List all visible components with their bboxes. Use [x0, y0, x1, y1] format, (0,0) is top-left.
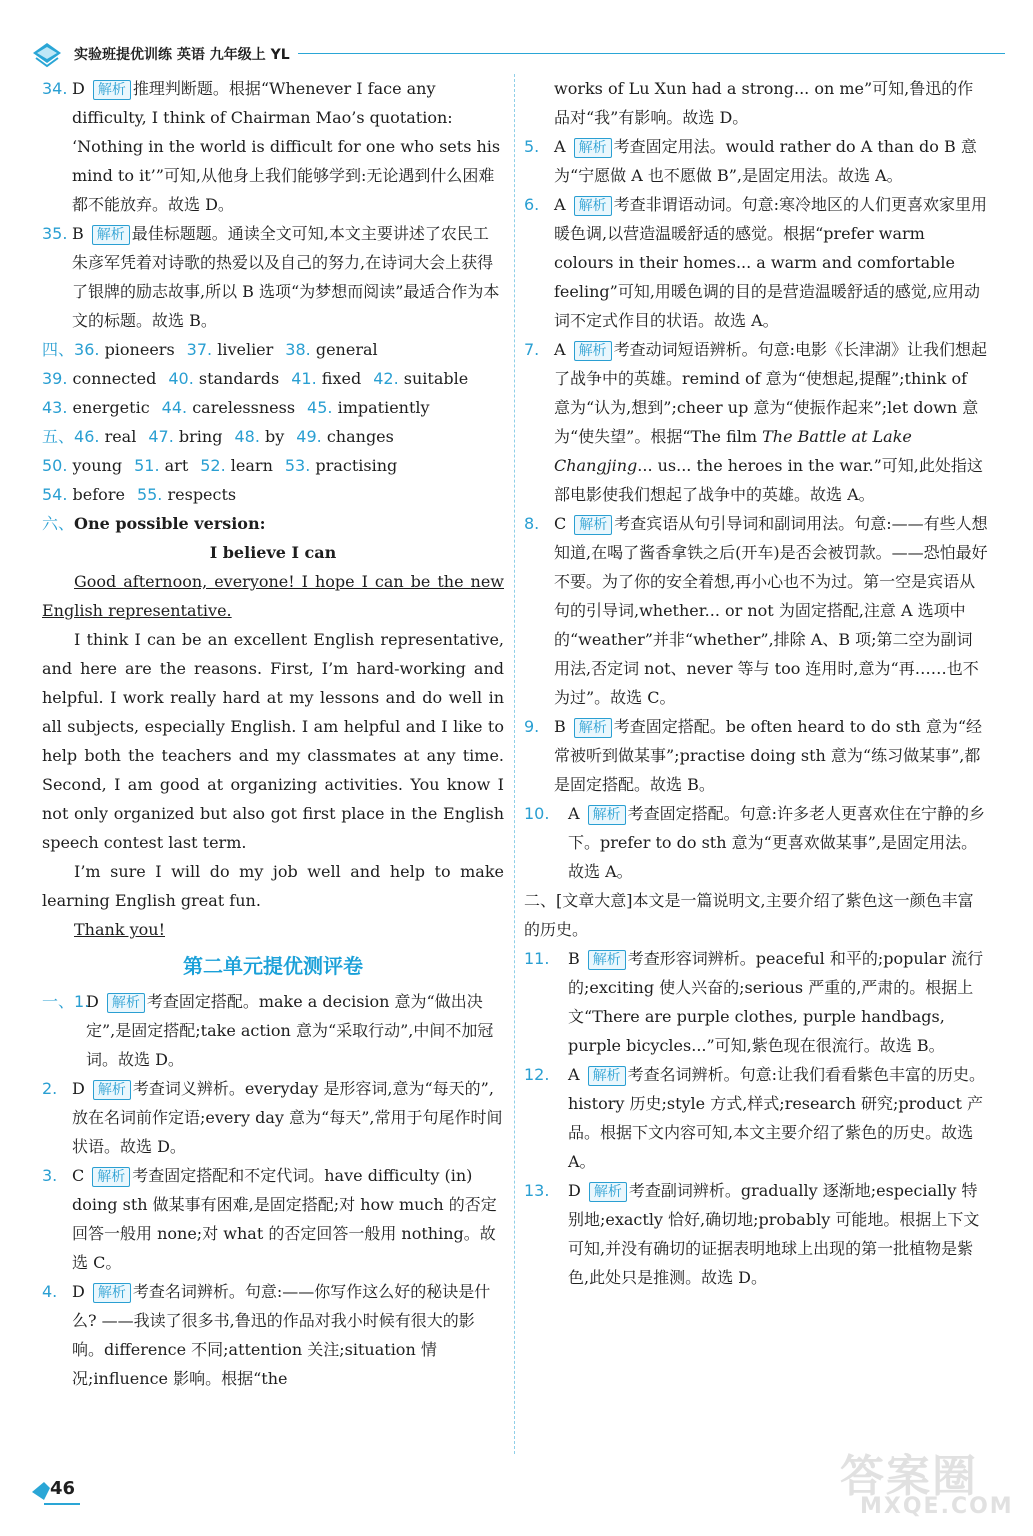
explanation: 考查固定用法。would rather do A than do B 意为“宁愿做 A 也不愿做 B”,是固定用法。故选 A。 [554, 137, 977, 185]
explanation: 考查词义辨析。everyday 是形容词,意为“每天的”,放在名词前作定语;every day 意为“每天”,常用于句尾作时间状语。故选 D。 [72, 1079, 503, 1156]
blank-answer: pioneers [104, 340, 175, 359]
blank-answer: standards [198, 369, 280, 388]
explanation: 考查宾语从句引导词和副词用法。句意:——有些人想知道,在喝了酱香拿铁之后(开车)是否会被罚款。——恐怕最好不要。为了你的安全着想,再小心也不为过。第一空是宾语从句的引导词,whether... or not 为固定搭配,注意 A 选项中的“weather”并非“whether”,排除 A、B 项;第二空为副词用法,否定词 not、never 等与 too 连用时,意为“再……也不为过”。故选 C。 [554, 514, 988, 707]
explanation: works of Lu Xun had a strong... on me”可知,鲁迅的作品对“我”有影响。故选 D。 [554, 79, 974, 127]
essay-paragraph: Good afternoon, everyone! I hope I can be the new English representative. [42, 572, 504, 620]
explanation: 推理判断题。根据“Whenever I face any difficulty, I think of Chairman Mao’s quotation: ‘Nothing in the world is difficult for one who sets his mind to it’”可知,从他身上我们能够学到:无论遇到什么困难都不能放弃。故选 D。 [72, 79, 501, 214]
explanation: 考查名词辨析。句意:——你写作这么好的秘诀是什么? ——我读了很多书,鲁迅的作品对我小时候有很大的影响。difference 不同;attention 关注;situation 情况;influence 影响。根据“the [72, 1282, 491, 1388]
section-label: 二、 [524, 891, 557, 910]
item-number: 7. [524, 340, 540, 359]
film-title: The Battle at Lake Changjing [554, 427, 912, 475]
essay-paragraph: I think I can be an excellent English representative, and here are the reasons. First, I’m hard-working and helpful. I work really hard at my lessons and do well in all subjects, especially English. I am helpful and I like to help both the teachers and my classmates at any time. Second, I am good at organizing activities. You know I not only organized but also got first place in the English speech contest last term. [42, 630, 504, 852]
section-label: 五、 [42, 427, 75, 446]
header-title: 实验班提优训练 英语 九年级上 YL [74, 47, 290, 63]
passage-summary: [文章大意]本文是一篇说明文,主要介绍了紫色这一颜色丰富的历史。 [524, 891, 974, 939]
blank-answer: changes [326, 427, 394, 446]
item-number: 11. [524, 949, 550, 968]
blank-answer: suitable [403, 369, 469, 388]
analysis-tag: 解析 [588, 950, 626, 970]
writing-intro: One possible version: [74, 514, 266, 533]
blank-number: 53. [284, 456, 311, 475]
answer-letter: C [554, 514, 567, 533]
section-6-writing [42, 509, 504, 944]
blank-number: 48. [234, 427, 260, 446]
answer-13 [524, 1176, 988, 1292]
blank-answer: learn [230, 456, 273, 475]
essay-body [42, 567, 504, 944]
answer-letter: C [72, 1166, 85, 1185]
answer-4-continued [524, 74, 988, 132]
answer-5 [524, 132, 988, 190]
analysis-tag: 解析 [574, 196, 612, 216]
blank-answer: energetic [72, 398, 150, 417]
analysis-tag: 解析 [574, 138, 612, 158]
answer-4 [42, 1277, 504, 1393]
answer-34 [42, 74, 504, 219]
explanation: 考查固定搭配。be often heard to do sth 意为“经常被听到做某事”;practise doing sth 意为“练习做某事”,都是固定搭配。故选 B。 [554, 717, 983, 794]
blank-answer: before [72, 485, 125, 504]
answer-7 [524, 335, 988, 509]
section-4-answers [42, 335, 504, 422]
blank-number: 36. [74, 340, 100, 359]
watermark-url: MXQE.COM [860, 1494, 1014, 1519]
blank-number: 38. [285, 340, 311, 359]
section-label: 六、 [42, 514, 75, 533]
explanation: 最佳标题题。通读全文可知,本文主要讲述了农民工朱彦军凭着对诗歌的热爱以及自己的努力,在诗词大会上获得了银牌的励志故事,所以 B 选项“为梦想而阅读”最适合作为本文的标题。故选 B。 [72, 224, 500, 330]
section-label: 四、 [42, 340, 75, 359]
explanation: 考查副词辨析。gradually 逐渐地;especially 特别地;exactly 恰好,确切地;probably 可能地。根据上下文可知,并没有确切的证据表明地球上出现的第一批植物是紫色,此处只是推测。故选 D。 [568, 1181, 980, 1287]
blank-number: 46. [74, 427, 100, 446]
explanation: 考查固定搭配。make a decision 意为“做出决定”,是固定搭配;take action 意为“采取行动”,中间不加冠词。故选 D。 [86, 992, 494, 1069]
blank-answer: livelier [217, 340, 274, 359]
analysis-tag: 解析 [588, 805, 626, 825]
item-number: 9. [524, 717, 540, 736]
analysis-tag: 解析 [93, 80, 131, 100]
item-number: 5. [524, 137, 540, 156]
blank-answer: connected [72, 369, 157, 388]
analysis-tag: 解析 [589, 1182, 627, 1202]
blank-number: 37. [186, 340, 213, 359]
essay-closing: Thank you! [74, 920, 166, 939]
item-number: 12. [524, 1065, 550, 1084]
watermark [830, 1440, 1014, 1524]
unit-title: 第二单元提优测评卷 [183, 954, 363, 978]
blank-number: 41. [291, 369, 317, 388]
essay-title: I believe I can [209, 543, 337, 562]
item-number: 6. [524, 195, 540, 214]
blank-number: 54. [42, 485, 68, 504]
item-number: 3. [42, 1166, 58, 1185]
answer-35 [42, 219, 504, 335]
blank-answer: by [265, 427, 285, 446]
blank-number: 40. [168, 369, 194, 388]
blank-number: 50. [42, 456, 68, 475]
blank-number: 51. [134, 456, 160, 475]
blank-number: 42. [373, 369, 399, 388]
blank-number: 39. [42, 369, 68, 388]
explanation: 考查动词短语辨析。句意:电影《长津湖》让我们想起了战争中的英雄。remind of 意为“使想起,提醒”;think of 意为“认为,想到”;cheer up 意为“使振作起来”;let down 意为“使失望”。根据“The film [554, 340, 987, 446]
blank-number: 43. [42, 398, 68, 417]
blank-number: 47. [148, 427, 174, 446]
answer-10 [524, 799, 988, 886]
blank-answer: impatiently [337, 398, 430, 417]
item-number: 35. [42, 224, 68, 243]
answer-letter: B [72, 224, 84, 243]
section-5-answers [42, 422, 504, 509]
explanation: 考查固定搭配和不定代词。have difficulty (in) doing sth 做某事有困难,是固定搭配;对 how much 的否定回答一般用 none;对 what 的否定回答一般用 nothing。故选 C。 [72, 1166, 497, 1272]
item-number: 2. [42, 1079, 58, 1098]
item-number [42, 987, 89, 1016]
answer-letter: D [72, 1079, 85, 1098]
blank-number: 45. [307, 398, 333, 417]
answer-9 [524, 712, 988, 799]
answer-letter: B [568, 949, 580, 968]
answer-letter: A [568, 1065, 580, 1084]
book-logo-icon [30, 38, 64, 68]
item-number: 34. [42, 79, 68, 98]
analysis-tag: 解析 [574, 515, 612, 535]
answer-letter: D [86, 992, 99, 1011]
item-number: 13. [524, 1181, 550, 1200]
explanation: 考查非谓语动词。句意:寒冷地区的人们更喜欢家里用暖色调,以营造温暖舒适的感觉。根据“prefer warm colours in their homes... a warm and comfortable feeling”可知,用暖色调的目的是营造温暖舒适的感觉,应用动词不定式作目的状语。故选 A。 [554, 195, 987, 330]
essay-paragraph: I’m sure I will do my job well and help to make learning English great fun. [42, 862, 504, 910]
answer-2 [42, 1074, 504, 1161]
analysis-tag: 解析 [93, 1283, 131, 1303]
analysis-tag: 解析 [588, 1066, 626, 1086]
answer-8 [524, 509, 988, 712]
blank-answer: young [72, 456, 123, 475]
section-2-summary [524, 886, 988, 944]
header-rule [298, 53, 1005, 54]
answer-letter: A [554, 137, 566, 156]
analysis-tag: 解析 [107, 993, 145, 1013]
page-number: 46 [50, 1478, 76, 1499]
analysis-tag: 解析 [574, 718, 612, 738]
answer-letter: A [568, 804, 580, 823]
explanation-continued: ... us... the heroes in the war.”可知,此处指这部电影使我们想起了战争中的英雄。故选 A。 [554, 456, 983, 504]
answer-letter: D [568, 1181, 581, 1200]
column-divider [514, 74, 515, 1454]
blank-number: 52. [200, 456, 226, 475]
analysis-tag: 解析 [92, 1167, 130, 1187]
right-column [524, 74, 988, 1292]
answer-letter: B [554, 717, 566, 736]
blank-answer: real [104, 427, 137, 446]
blank-answer: general [315, 340, 378, 359]
left-column [42, 74, 504, 1393]
answer-12 [524, 1060, 988, 1176]
analysis-tag: 解析 [92, 225, 130, 245]
answer-letter: A [554, 195, 566, 214]
blank-number: 55. [136, 485, 163, 504]
answer-1 [42, 987, 504, 1074]
analysis-tag: 解析 [574, 341, 612, 361]
answer-3 [42, 1161, 504, 1277]
blank-number: 49. [296, 427, 322, 446]
item-number: 4. [42, 1282, 58, 1301]
answer-letter: D [72, 79, 85, 98]
blank-answer: respects [167, 485, 237, 504]
item-number-value: 1. [74, 992, 90, 1011]
answer-11 [524, 944, 988, 1060]
blank-answer: carelessness [192, 398, 296, 417]
explanation: 考查形容词辨析。peaceful 和平的;popular 流行的;exciting 使人兴奋的;serious 严重的,严肃的。根据上文“There are purple clothes, purple handbags, purple bicycles...”可知,紫色现在很流行。故选 B。 [568, 949, 984, 1055]
explanation: 考查名词辨析。句意:让我们看看紫色丰富的历史。history 历史;style 方式,样式;research 研究;product 产品。根据下文内容可知,本文主要介绍了紫色的历史。故选 A。 [568, 1065, 985, 1171]
answer-letter: D [72, 1282, 85, 1301]
item-number: 8. [524, 514, 540, 533]
answer-6 [524, 190, 988, 335]
blank-answer: practising [315, 456, 398, 475]
page-number-badge [30, 1476, 82, 1506]
blank-answer: fixed [321, 369, 362, 388]
item-number: 10. [524, 804, 550, 823]
answer-letter: A [554, 340, 566, 359]
watermark-text: 答案圈 [840, 1451, 978, 1502]
explanation: 考查固定搭配。句意:许多老人更喜欢住在宁静的乡下。prefer to do sth 意为“更喜欢做某事”,是固定用法。故选 A。 [568, 804, 985, 881]
blank-answer: art [164, 456, 189, 475]
blank-answer: bring [178, 427, 223, 446]
page-header [30, 38, 1005, 68]
blank-number: 44. [161, 398, 188, 417]
section-label: 一、 [42, 992, 75, 1011]
analysis-tag: 解析 [93, 1080, 131, 1100]
